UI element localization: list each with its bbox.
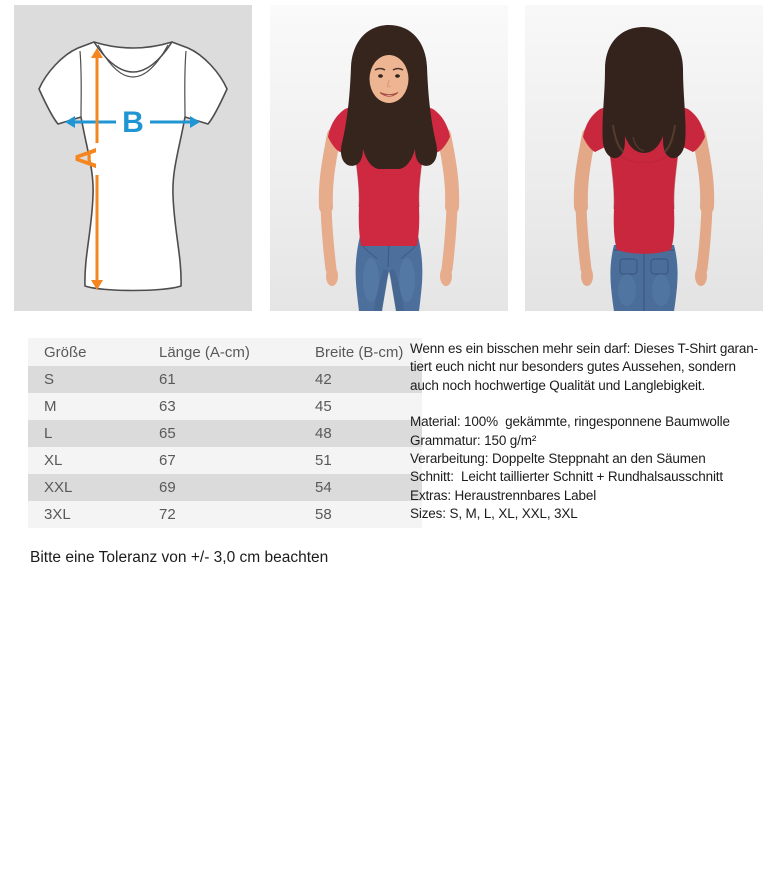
- tolerance-note: Bitte eine Toleranz von +/- 3,0 cm beachten: [30, 549, 329, 566]
- width-cell: 51: [315, 452, 332, 469]
- right-hand: [695, 266, 707, 286]
- length-cell: 72: [159, 506, 176, 523]
- description-line: Grammatur: 150 g/m²: [410, 432, 537, 448]
- table-row: [28, 474, 422, 501]
- product-description: [410, 340, 772, 524]
- size-cell: XXL: [44, 479, 73, 496]
- description-details: [410, 413, 772, 523]
- length-label: A: [70, 147, 103, 169]
- size-cell: S: [44, 371, 55, 388]
- size-diagram-image: [14, 5, 252, 311]
- table-row: [28, 420, 422, 447]
- length-cell: 67: [159, 452, 176, 469]
- description-line: Verarbeitung: Doppelte Steppnaht an den Säumen: [410, 451, 706, 467]
- width-cell: 42: [315, 371, 332, 388]
- table-row: [28, 393, 422, 420]
- column-header-width: Breite (B-cm): [299, 338, 422, 366]
- width-label: B: [122, 106, 144, 139]
- size-cell: XL: [44, 452, 63, 469]
- description-line: Schnitt: Leicht taillierter Schnitt + Rundhalsausschnitt: [410, 469, 723, 485]
- sizing-table: [28, 338, 422, 528]
- description-line: Material: 100% gekämmte, ringesponnene Baumwolle: [410, 414, 730, 430]
- length-cell: 69: [159, 479, 176, 496]
- model-back-photo: [525, 5, 763, 311]
- table-row: [28, 501, 422, 528]
- length-cell: 65: [159, 425, 176, 442]
- right-hand: [440, 266, 452, 286]
- model-front-photo: [270, 5, 508, 311]
- left-hand: [581, 266, 593, 286]
- description-line: tiert euch nicht nur besonders gutes Aussehen, sondern: [410, 359, 736, 375]
- width-cell: 58: [315, 506, 332, 523]
- table-row: [28, 447, 422, 474]
- size-cell: M: [44, 398, 57, 415]
- table-row: [28, 366, 422, 393]
- jeans: [610, 245, 677, 311]
- column-header-length: Länge (A-cm): [143, 338, 299, 366]
- description-line: auch noch hochwertige Qualität und Langlebigkeit.: [410, 377, 706, 393]
- left-hand: [326, 266, 338, 286]
- table-header-row: [28, 338, 422, 366]
- size-cell: L: [44, 425, 53, 442]
- description-line: Wenn es ein bisschen mehr sein darf: Dieses T-Shirt garan-: [410, 341, 758, 356]
- column-header-size: Größe: [28, 338, 143, 366]
- description-intro: [410, 340, 772, 395]
- hair: [602, 27, 685, 158]
- description-line: Sizes: S, M, L, XL, XXL, 3XL: [410, 506, 578, 522]
- length-cell: 63: [159, 398, 176, 415]
- width-cell: 45: [315, 398, 332, 415]
- width-cell: 48: [315, 425, 332, 442]
- width-cell: 54: [315, 479, 332, 496]
- description-line: Extras: Heraustrennbares Label: [410, 487, 597, 503]
- length-cell: 61: [159, 371, 176, 388]
- size-cell: 3XL: [44, 506, 71, 523]
